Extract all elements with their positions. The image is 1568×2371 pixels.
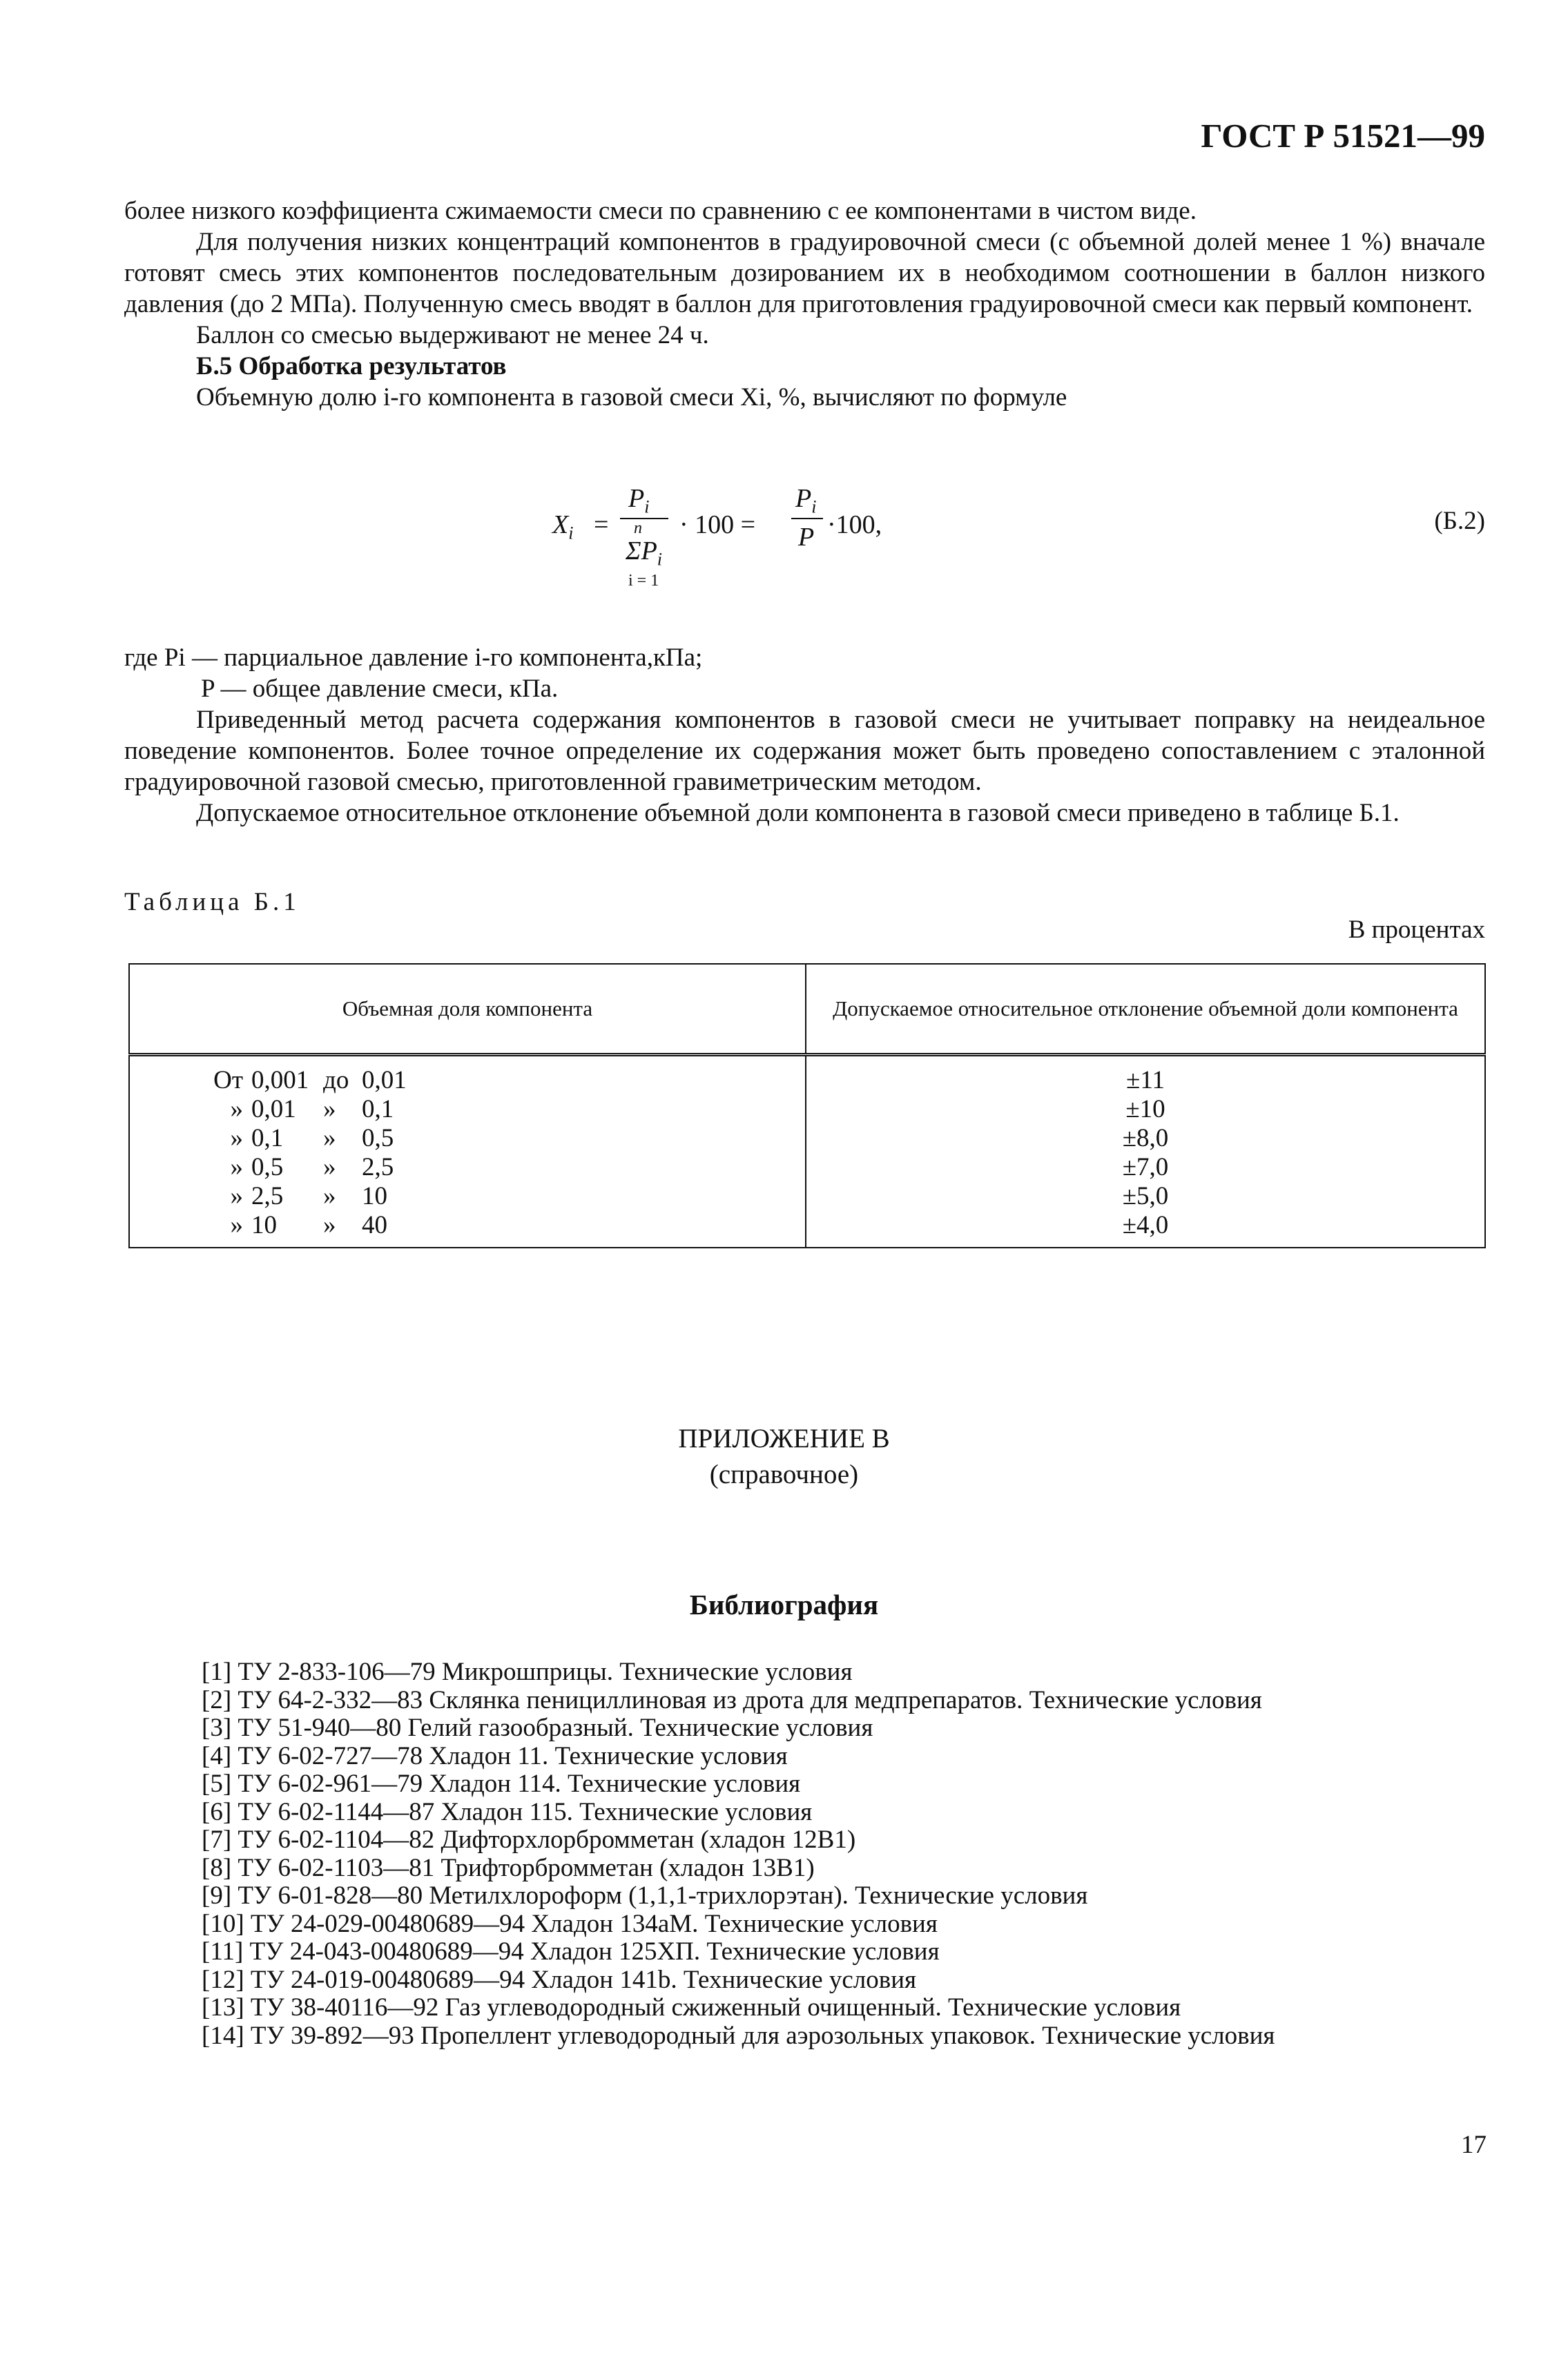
appendix-subtitle: (справочное) <box>709 1460 859 1489</box>
table-cell: ±11 <box>1126 1066 1165 1094</box>
list-item: [12] ТУ 24-019-00480689—94 Хладон 141b. Технические условия <box>202 1965 917 1994</box>
appendix-title: ПРИЛОЖЕНИЕ В <box>678 1424 890 1453</box>
formula-denominator-2: P <box>798 523 815 552</box>
fraction-bar-1 <box>620 518 668 519</box>
paragraph-3: Баллон со смесью выдерживают не менее 24 ч. <box>196 321 709 349</box>
table-cell: ±10 <box>1125 1095 1165 1123</box>
page-number: 17 <box>1461 2131 1487 2159</box>
table-row: » 0,5 » 2,5 <box>230 1153 394 1181</box>
bibliography-title: Библиография <box>689 1589 879 1620</box>
list-item: [4] ТУ 6-02-727—78 Хладон 11. Технические условия <box>202 1741 788 1770</box>
table-cell: ±5,0 <box>1122 1182 1169 1210</box>
list-item: [3] ТУ 51-940—80 Гелий газообразный. Технические условия <box>202 1714 873 1742</box>
list-item: [8] ТУ 6-02-1103—81 Трифторбромметан (хладон 13B1) <box>202 1853 815 1882</box>
formula-numerator-1: $P_i$ <box>628 484 650 517</box>
list-item: [5] ТУ 6-02-961—79 Хладон 114. Технические условия <box>202 1770 801 1798</box>
table-row: » 0,1 » 0,5 <box>230 1124 394 1152</box>
body-text-top <box>124 195 1485 413</box>
table-row: От 0,001 до 0,01 <box>213 1066 407 1094</box>
formula-numerator-2: $P_i$ <box>795 484 817 517</box>
table-range-column <box>129 1055 806 1248</box>
formula-mid: · 100 = <box>679 510 756 539</box>
list-item: [2] ТУ 64-2-332—83 Склянка пенициллиновая из дрота для медпрепаратов. Технические условия <box>202 1685 1262 1714</box>
list-item: [10] ТУ 24-029-00480689—94 Хладон 134аМ. Технические условия <box>202 1909 938 1938</box>
sum-upper-limit: n <box>634 519 642 537</box>
table-caption: Таблица Б.1 <box>124 888 300 916</box>
table-deviation-column <box>806 1055 1485 1248</box>
paragraph-5: Приведенный метод расчета содержания компонентов в газовой смеси не учитывает поправку на неидеальное поведение компонентов. Более точное определение их содержания может быть проведено сопоставлением с эталонной градуировочной газовой смесью, приготовленной гравиметрическим методом. <box>124 706 1485 796</box>
list-item: [1] ТУ 2-833-106—79 Микрошприцы. Технические условия <box>202 1658 853 1686</box>
table-row: » 2,5 » 10 <box>230 1182 387 1210</box>
paragraph-2: Для получения низких концентраций компонентов в градуировочной смеси (с объемной долей менее 1 %) вначале готовят смесь этих компонентов последовательным дозированием их в необходимом соотношении в баллон низкого давления (до 2 МПа). Полученную смесь вводят в баллон для приготовления градуировочной смеси как первый компонент. <box>124 228 1485 318</box>
formula-eq1: = <box>594 510 609 539</box>
formula-lhs: $X_i$ <box>552 510 574 543</box>
sum-lower-limit: i = 1 <box>628 572 659 590</box>
bibliography-list <box>202 1658 1275 2050</box>
table-unit: В процентах <box>1348 916 1485 944</box>
paragraph-1: более низкого коэффициента сжимаемости смеси по сравнению с ее компонентами в чистом виде. <box>124 197 1197 225</box>
table-header-cell: Объемная доля компонента <box>129 964 806 1055</box>
paragraph-6: Допускаемое относительное отклонение объемной доли компонента в газовой смеси приведено в таблице Б.1. <box>196 799 1400 827</box>
table-header-cell: Допускаемое относительное отклонение объемной доли компонента <box>806 964 1485 1055</box>
table-cell: ±7,0 <box>1122 1153 1169 1181</box>
table-cell: ±8,0 <box>1122 1124 1169 1152</box>
where-line-1: где Pi — парциальное давление i-го компонента,кПа; <box>124 643 703 672</box>
body-text-after-formula <box>124 642 1485 829</box>
list-item: [9] ТУ 6-01-828—80 Метилхлороформ (1,1,1-трихлорэтан). Технические условия <box>202 1881 1088 1910</box>
formula-number: (Б.2) <box>1434 507 1485 535</box>
fraction-bar-2 <box>791 518 823 519</box>
formula-tail: ·100, <box>827 510 882 539</box>
list-item: [14] ТУ 39-892—93 Пропеллент углеводородный для аэрозольных упаковок. Технические условия <box>202 2021 1275 2050</box>
table-row: » 0,01 » 0,1 <box>230 1095 394 1123</box>
paragraph-4: Объемную долю i-го компонента в газовой смеси Xi, %, вычисляют по формуле <box>196 383 1067 412</box>
table-body-row <box>129 1055 1485 1248</box>
formula-b2 <box>552 483 1036 601</box>
section-heading: Б.5 Обработка результатов <box>196 352 507 380</box>
table-header-row <box>129 964 1485 1055</box>
table-row: » 10 » 40 <box>230 1211 387 1239</box>
document-number: ГОСТ Р 51521—99 <box>1201 117 1485 155</box>
tolerance-table <box>128 963 1486 1248</box>
table-cell: ±4,0 <box>1122 1211 1169 1239</box>
list-item: [11] ТУ 24-043-00480689—94 Хладон 125ХП. Технические условия <box>202 1937 940 1966</box>
formula-denominator-1: $\Sigma P_i$ <box>626 536 663 570</box>
where-line-2: P — общее давление смеси, кПа. <box>201 675 559 703</box>
list-item: [13] ТУ 38-40116—92 Газ углеводородный сжиженный очищенный. Технические условия <box>202 1993 1181 2022</box>
list-item: [6] ТУ 6-02-1144—87 Хладон 115. Технические условия <box>202 1797 813 1826</box>
list-item: [7] ТУ 6-02-1104—82 Дифторхлорбромметан (хладон 12B1) <box>202 1826 856 1854</box>
